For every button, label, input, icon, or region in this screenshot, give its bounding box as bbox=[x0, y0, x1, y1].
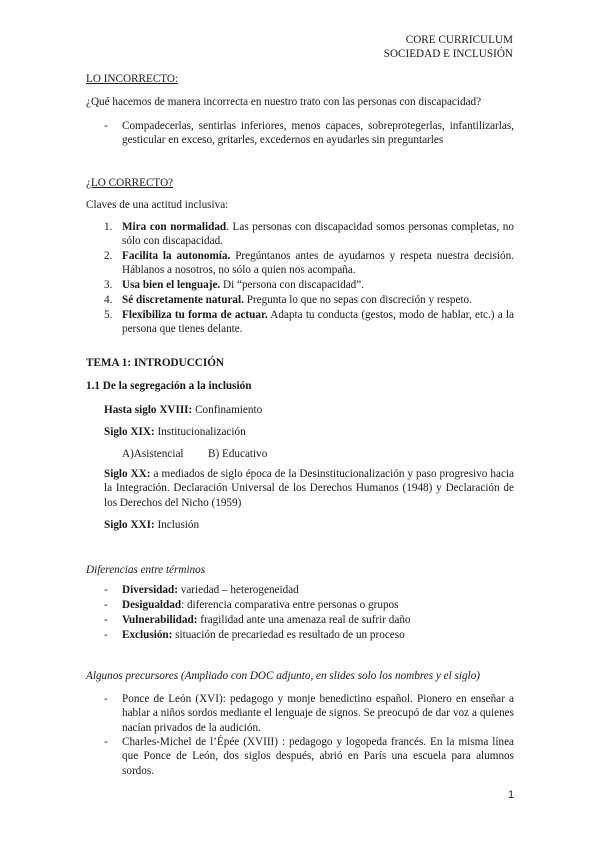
list-item-text: Di “persona con discapacidad”. bbox=[220, 279, 365, 291]
siglo-xviii-label: Hasta siglo XVIII: bbox=[104, 404, 193, 416]
option-b: B) Educativo bbox=[208, 448, 268, 460]
page-number: 1 bbox=[508, 789, 515, 801]
diferencia-term: Diversidad: bbox=[122, 584, 178, 596]
precursor-item: Charles-Michel de l’Épée (XVIII) : pedagogo y logopeda francés. En la misma línea que Ponce de León, dos siglos después, abrió en París una escuela para alumnos sordos. bbox=[122, 736, 514, 777]
list-item bbox=[122, 278, 514, 292]
bullet-dash: - bbox=[104, 629, 108, 641]
diferencia-def: fragilidad ante una amenaza real de sufrir daño bbox=[197, 614, 411, 626]
siglo-xx-text: a mediados de siglo época de la Desinstitucionalización y paso progresivo hacia la Integración. Declaración Universal de los Derechos Humanos (1948) y Declaración de los Derechos del Nicho (1959) bbox=[104, 468, 514, 509]
page-header bbox=[384, 33, 513, 61]
tema-title: TEMA 1: INTRODUCCIÓN bbox=[86, 357, 224, 369]
siglo-xxi-text: Inclusión bbox=[154, 519, 200, 531]
siglo-xviii bbox=[104, 403, 262, 417]
siglo-xxi-label: Siglo XXI: bbox=[104, 519, 155, 531]
list-item bbox=[122, 308, 514, 337]
bullet-dash: - bbox=[104, 584, 108, 596]
siglo-xxi bbox=[104, 518, 199, 532]
precursores-title: Algunos precursores (Ampliado con DOC adjunto, en slides solo los nombres y el siglo) bbox=[86, 670, 481, 682]
list-item-text: Adapta tu conducta (gestos, modo de hablar, etc.) a la persona que tienes delante. bbox=[122, 309, 514, 336]
diferencia-def: : diferencia comparativa entre personas o grupos bbox=[181, 599, 399, 611]
diferencia-term: Exclusión: bbox=[122, 629, 173, 641]
list-number: 5. bbox=[104, 309, 113, 321]
header-line-2: SOCIEDAD E INCLUSIÓN bbox=[383, 48, 513, 60]
bullet-dash: - bbox=[104, 120, 108, 132]
siglo-xviii-text: Confinamiento bbox=[192, 404, 263, 416]
list-number: 2. bbox=[104, 250, 113, 262]
list-item-bold: Usa bien el lenguaje. bbox=[122, 279, 221, 291]
list-item-bold: Flexibiliza tu forma de actuar. bbox=[122, 309, 268, 321]
list-item bbox=[122, 249, 514, 278]
incorrecto-title: LO INCORRECTO: bbox=[86, 73, 179, 85]
list-item-text: Pregunta lo que no sepas con discreción y respeto. bbox=[243, 294, 472, 306]
list-item-bold: Mira con normalidad bbox=[122, 221, 227, 233]
bullet-dash: - bbox=[104, 614, 108, 626]
siglo-xix-text: Institucionalización bbox=[154, 426, 246, 438]
bullet-dash: - bbox=[104, 736, 108, 748]
correcto-title: ¿LO CORRECTO? bbox=[86, 177, 174, 189]
incorrecto-bullet: Compadecerlas, sentirlas inferiores, menos capaces, sobreprotegerlas, infantilizarlas, gesticular en exceso, gritarles, excedernos en ayudarles sin preguntarles bbox=[122, 120, 514, 147]
tema-subtitle: 1.1 De la segregación a la inclusión bbox=[86, 380, 252, 392]
diferencias-title: Diferencias entre términos bbox=[86, 564, 206, 576]
siglo-xx bbox=[104, 467, 514, 510]
diferencia-item bbox=[122, 628, 405, 642]
diferencia-item bbox=[122, 583, 299, 597]
diferencia-term: Desigualdad bbox=[122, 599, 182, 611]
list-item bbox=[122, 220, 514, 249]
siglo-xix bbox=[104, 425, 246, 439]
list-item-bold: Facilita la autonomía. bbox=[122, 250, 231, 262]
correcto-intro: Claves de una actitud inclusiva: bbox=[86, 199, 229, 211]
list-item-bold: Sé discretamente natural. bbox=[122, 294, 244, 306]
list-item-text: . Las personas con discapacidad somos personas completas, no sólo con discapacidad. bbox=[122, 221, 514, 248]
list-number: 4. bbox=[104, 294, 113, 306]
precursor-item: Ponce de León (XVI): pedagogo y monje benedictino español. Pionero en enseñar a hablar a niños sordos mediante el lenguaje de signos. Se preocupó de dar voz a quienes nacían privados de la audición. bbox=[122, 693, 514, 734]
diferencia-def: variedad – heterogeneidad bbox=[177, 584, 299, 596]
list-item-text: Pregúntanos antes de ayudarnos y respeta nuestra decisión. Háblanos a nosotros, no sólo a quien nos acompaña. bbox=[122, 250, 514, 277]
bullet-dash: - bbox=[104, 693, 108, 705]
option-a: A)Asistencial bbox=[122, 448, 184, 460]
list-item bbox=[122, 293, 514, 307]
siglo-xx-label: Siglo XX: bbox=[104, 468, 151, 480]
list-number: 3. bbox=[104, 279, 113, 291]
bullet-dash: - bbox=[104, 599, 108, 611]
header-line-1: CORE CURRICULUM bbox=[405, 34, 513, 46]
diferencia-item bbox=[122, 613, 411, 627]
diferencia-item bbox=[122, 598, 399, 612]
diferencia-term: Vulnerabilidad: bbox=[122, 614, 198, 626]
diferencia-def: situación de precariedad es resultado de un proceso bbox=[172, 629, 405, 641]
incorrecto-question: ¿Qué hacemos de manera incorrecta en nuestro trato con las personas con discapacidad? bbox=[86, 96, 482, 108]
siglo-xix-label: Siglo XIX: bbox=[104, 426, 155, 438]
list-number: 1. bbox=[104, 221, 113, 233]
